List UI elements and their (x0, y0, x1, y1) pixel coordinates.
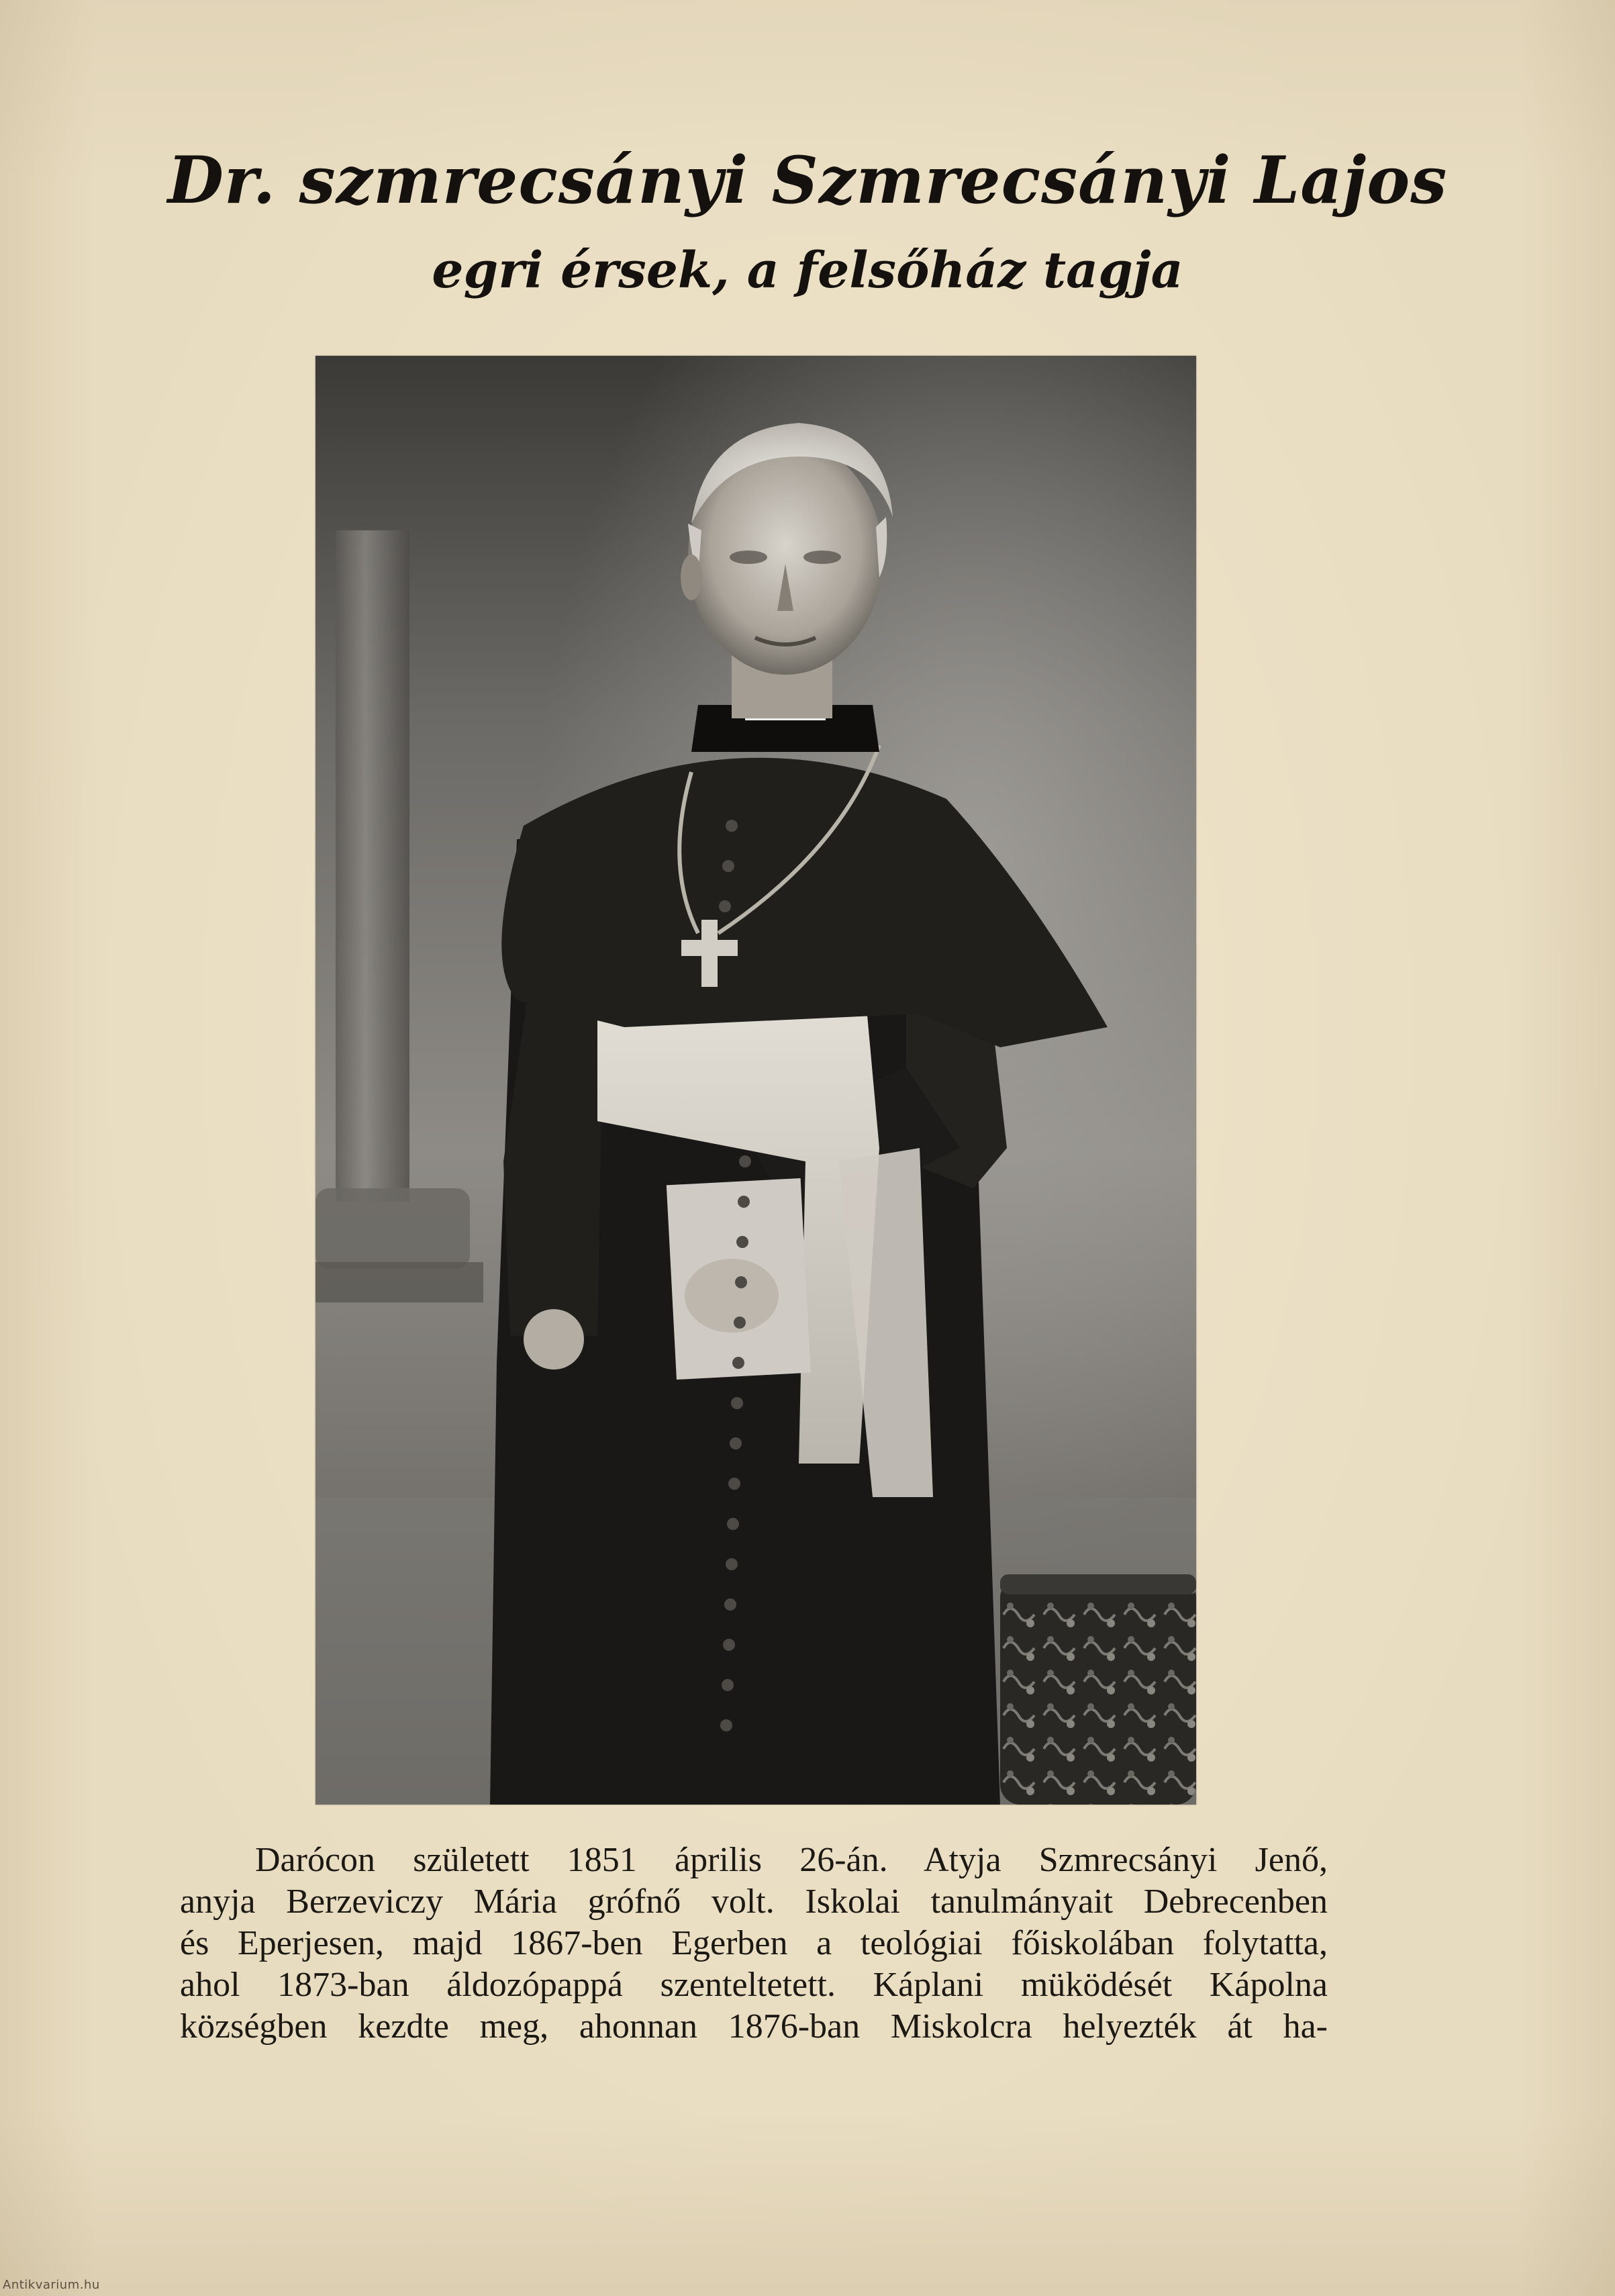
paragraph-line: anyja Berzeviczy Mária grófnő volt. Iskolai tanulmányait Debrecenben (180, 1882, 1328, 1921)
paragraph-line: ahol 1873-ban áldozópappá szenteltetett. Káplani müködését Kápolna (180, 1966, 1328, 2004)
paragraph-line: községben kezdte meg, ahonnan 1876-ban Miskolcra helyezték át ha- (180, 2007, 1328, 2046)
page-subtitle: egri érsek, a felsőház tagja (432, 242, 1183, 299)
biography-paragraph (180, 1839, 1328, 2048)
paragraph-line: Darócon született 1851 április 26-án. Atyja Szmrecsányi Jenő, (255, 1841, 1328, 1879)
paragraph-line: és Eperjesen, majd 1867-ben Egerben a teológiai főiskolában folytatta, (180, 1924, 1328, 1962)
page-title: Dr. szmrecsányi Szmrecsányi Lajos (167, 142, 1448, 218)
portrait-photo (315, 356, 1196, 1805)
watermark-text: Antikvarium.hu (3, 2278, 100, 2292)
